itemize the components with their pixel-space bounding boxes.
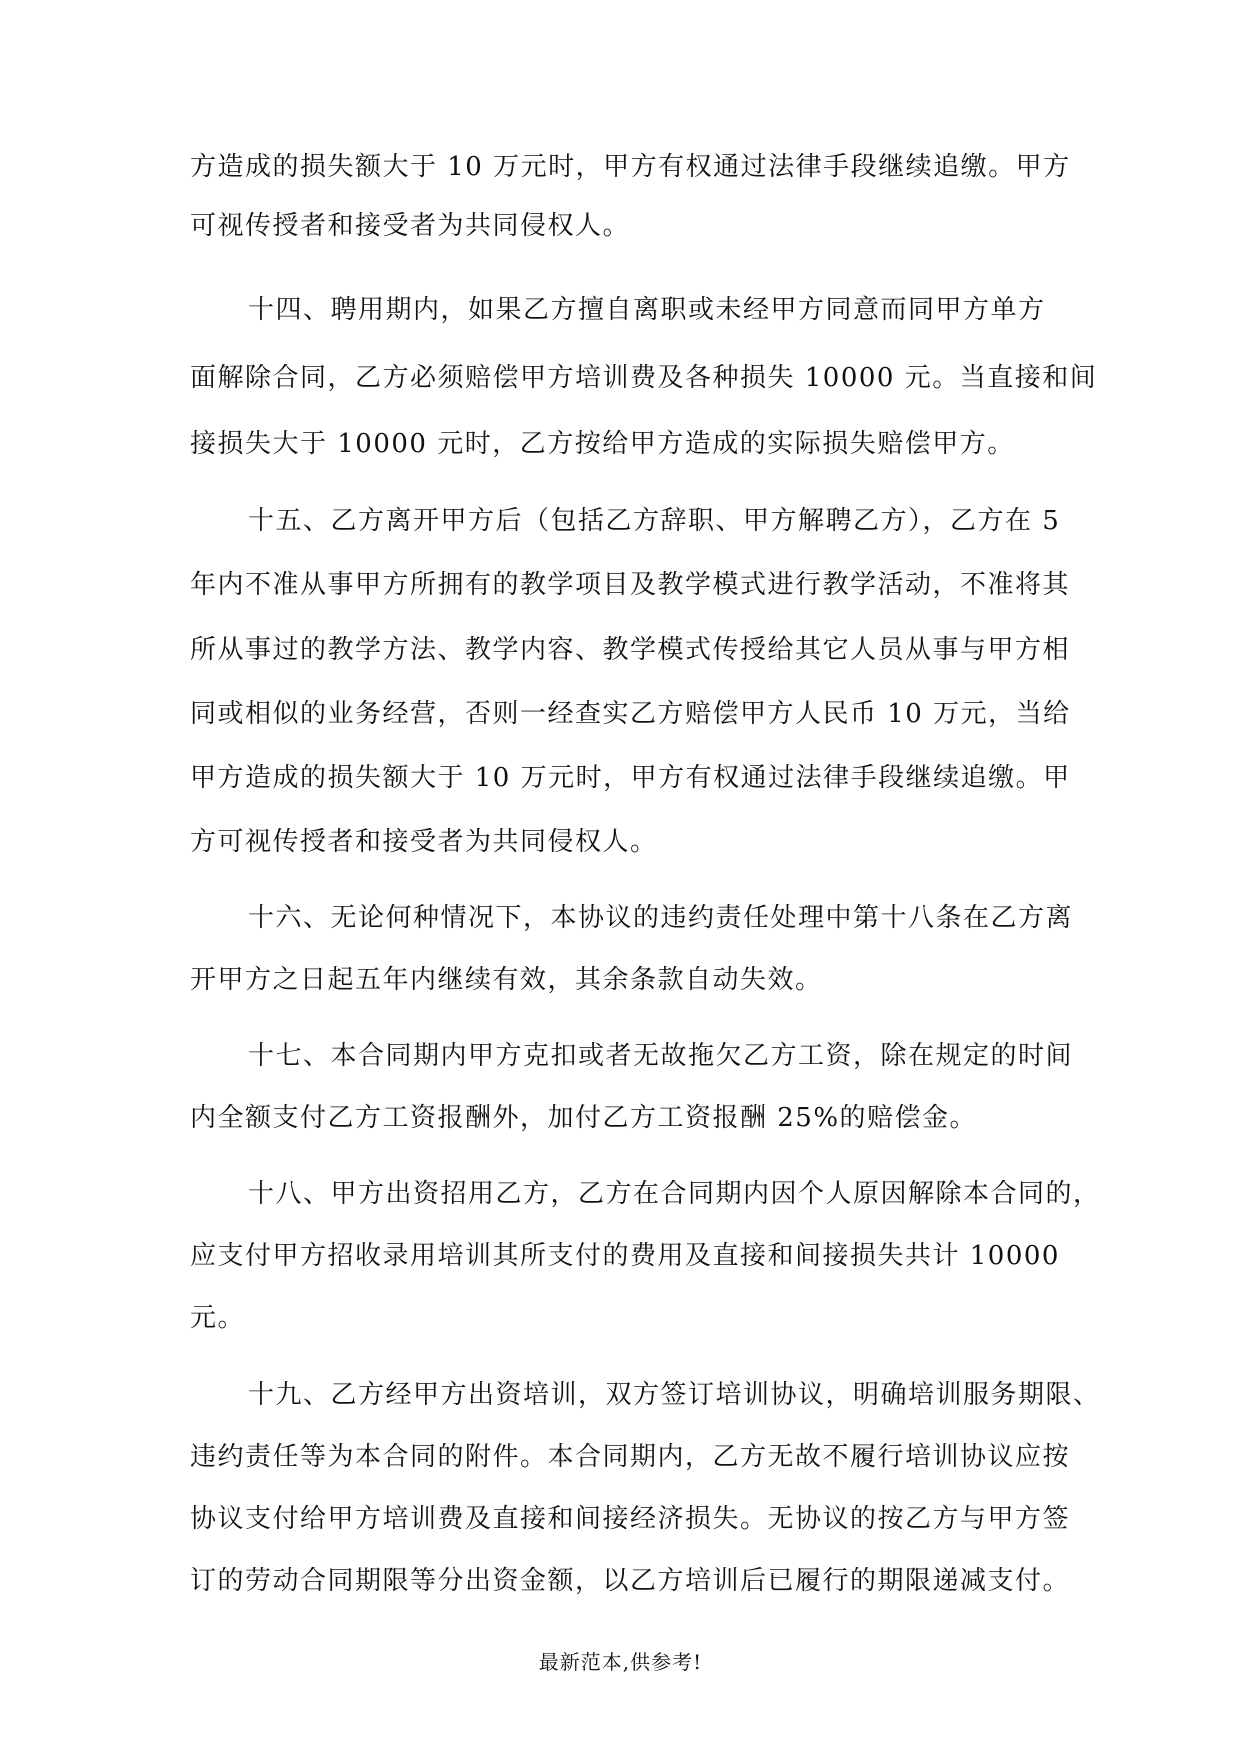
- text-line: 接损失大于 10000 元时，乙方按给甲方造成的实际损失赔偿甲方。: [190, 429, 1015, 459]
- text-line: 所从事过的教学方法、教学内容、教学模式传授给其它人员从事与甲方相: [190, 635, 1071, 665]
- text-line: 方可视传授者和接受者为共同侵权人。: [190, 827, 658, 857]
- page-footer: 最新范本,供参考!: [538, 1650, 703, 1674]
- text-line: 方造成的损失额大于 10 万元时，甲方有权通过法律手段继续追缴。甲方: [190, 152, 1071, 182]
- text-line: 元。: [190, 1303, 246, 1333]
- text-line: 十六、无论何种情况下，本协议的违约责任处理中第十八条在乙方离: [248, 903, 1074, 933]
- text-line: 十七、本合同期内甲方克扣或者无故拖欠乙方工资，除在规定的时间: [248, 1041, 1074, 1071]
- text-line: 十四、聘用期内，如果乙方擅自离职或未经甲方同意而同甲方单方: [248, 295, 1046, 325]
- text-line: 可视传授者和接受者为共同侵权人。: [190, 211, 631, 241]
- text-line: 违约责任等为本合同的附件。本合同期内，乙方无故不履行培训协议应按: [190, 1442, 1071, 1472]
- text-line: 内全额支付乙方工资报酬外，加付乙方工资报酬 25%的赔偿金。: [190, 1103, 978, 1133]
- text-line: 十八、甲方出资招用乙方，乙方在合同期内因个人原因解除本合同的，: [248, 1179, 1101, 1209]
- text-line: 十五、乙方离开甲方后（包括乙方辞职、甲方解聘乙方），乙方在 5: [248, 506, 1061, 536]
- text-line: 甲方造成的损失额大于 10 万元时，甲方有权通过法律手段继续追缴。甲: [190, 763, 1071, 793]
- text-line: 协议支付给甲方培训费及直接和间接经济损失。无协议的按乙方与甲方签: [190, 1504, 1071, 1534]
- text-line: 面解除合同，乙方必须赔偿甲方培训费及各种损失 10000 元。当直接和间: [190, 363, 1098, 393]
- text-line: 同或相似的业务经营，否则一经查实乙方赔偿甲方人民币 10 万元，当给: [190, 699, 1071, 729]
- text-line: 订的劳动合同期限等分出资金额，以乙方培训后已履行的期限递减支付。: [190, 1566, 1071, 1596]
- text-line: 应支付甲方招收录用培训其所支付的费用及直接和间接损失共计 10000: [190, 1241, 1060, 1271]
- text-line: 开甲方之日起五年内继续有效，其余条款自动失效。: [190, 965, 823, 995]
- text-line: 年内不准从事甲方所拥有的教学项目及教学模式进行教学活动，不准将其: [190, 570, 1071, 600]
- text-line: 十九、乙方经甲方出资培训，双方签订培训协议，明确培训服务期限、: [248, 1380, 1101, 1410]
